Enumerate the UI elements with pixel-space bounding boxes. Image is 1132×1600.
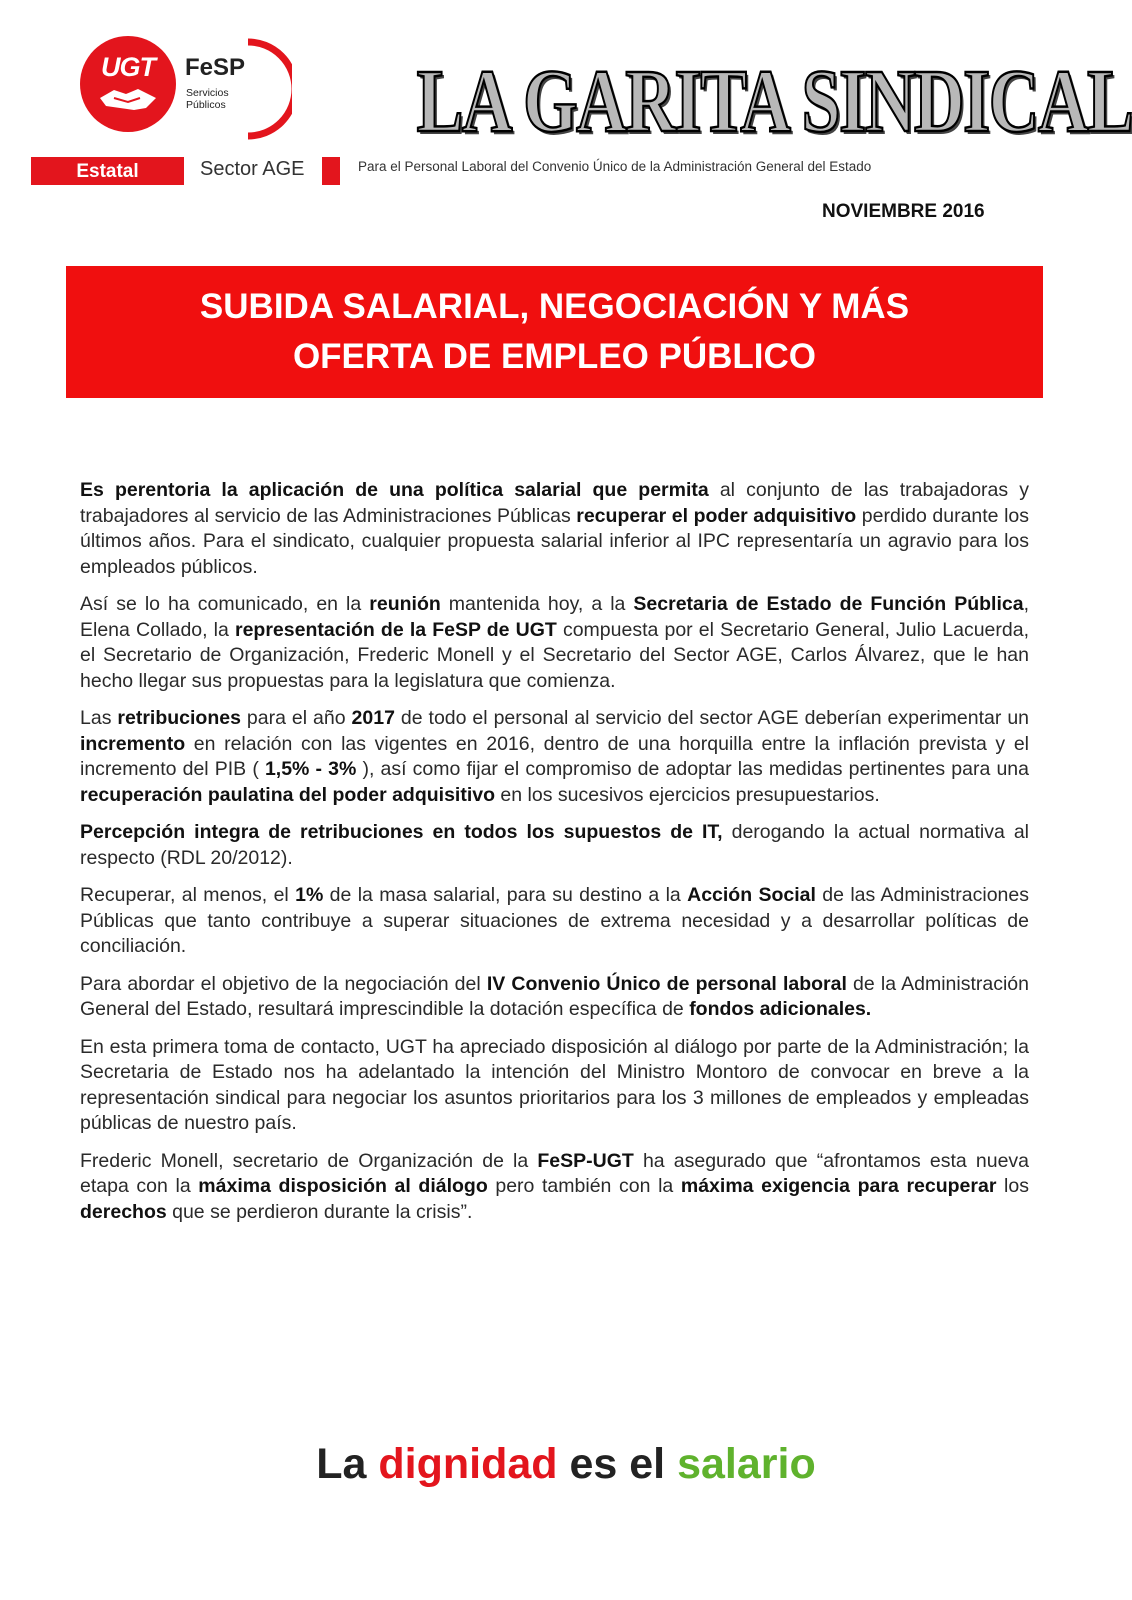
text-run: en los sucesivos ejercicios presupuestarios. [495,783,880,806]
bold-text-run: máxima disposición al diálogo [198,1175,488,1197]
bold-text-run: representación de la FeSP de UGT [235,618,557,641]
article-paragraph [80,478,1029,580]
bold-text-run: recuperar el poder adquisitivo [576,504,857,527]
article-paragraph [80,883,1029,960]
masthead-subtitle: Para el Personal Laboral del Convenio Único de la Administración General del Estado [358,159,872,174]
article-body [80,478,1029,1237]
text-run: ha asegurado que “afrontamos esta nueva etapa con la [80,1149,1030,1197]
text-run: al conjunto de las trabajadoras y trabajadores al servicio de las Administraciones Públicas [80,479,1029,527]
bold-text-run: FeSP-UGT [537,1149,634,1172]
headline-banner [66,266,1043,398]
text-run: mantenida hoy, a la [440,593,634,615]
bold-text-run: 2017 [351,707,395,729]
bold-text-run: 1,5% - 3% [264,758,357,780]
text-run: pero también con la [487,1175,681,1197]
text-run: Las [80,707,118,729]
text-run: ), así como fijar el compromiso de adoptar las medidas pertinentes para una [356,758,1029,780]
fesp-logo-subtitle [186,87,229,111]
issue-date: NOVIEMBRE 2016 [822,201,985,222]
article-paragraph [80,706,1029,808]
article-paragraph [80,1035,1029,1137]
article-paragraph [80,1149,1029,1226]
handshake-icon [98,84,158,114]
text-run: que se perdieron durante la crisis”. [166,1200,473,1223]
bold-text-run: máxima exigencia para recuperar [680,1175,997,1197]
sector-bar-decoration [322,157,340,185]
bold-text-run: retribuciones [117,707,241,729]
bold-text-run: IV Convenio Único de personal laboral [486,972,847,995]
fesp-logo-title: FeSP [185,54,246,81]
slogan-word-2: dignidad [378,1440,558,1488]
text-run: perdido durante los últimos años. Para el sindicato, cualquier propuesta salarial inferior al IPC representaría un agravio para los empleados públicos. [80,504,1029,578]
text-run: los [996,1175,1029,1197]
ugt-logo-text: UGT [101,52,155,82]
text-run: Para abordar el objetivo de la negociación del [80,972,487,995]
bold-text-run: derechos [80,1200,167,1223]
fesp-sub-line2: Públicos [186,99,226,111]
sector-label: Sector AGE [200,158,305,180]
text-run: derogando la actual normativa al respecto (RDL 20/2012). [80,821,1029,869]
text-run: Recuperar, al menos, el [80,884,296,906]
bold-text-run: Acción Social [687,884,816,906]
text-run: En esta primera toma de contacto, UGT ha apreciado disposición al diálogo por parte de la Administración; la Secretaria de Estado nos ha adelantado la intención del Ministro Montoro de convocar en breve a la representación sindical para negociar los asuntos prioritarios para los 3 millones de empleados y empleadas públicas de nuestro país. [80,1035,1029,1134]
text-run: para el año [240,707,352,729]
text-run: de la Administración General del Estado, resultará imprescindible la dotación específica de [80,972,1029,1020]
text-run: Frederic Monell, secretario de Organización de la [80,1149,538,1172]
text-run: compuesta por el Secretario General, Julio Lacuerda, el Secretario de Organización, Frederic Monell y el Secretario del Sector AGE, Carlos Álvarez, que le han hecho llegar sus propuestas para la legislatura que comienza. [80,618,1030,692]
text-run: en relación con las vigentes en 2016, dentro de una horquilla entre la inflación prevista y el incremento del PIB ( [80,732,1029,780]
text-run: de la masa salarial, para su destino a la [323,884,688,906]
article-paragraph [80,820,1029,871]
bold-text-run: 1% [295,884,324,906]
bold-text-run: reunión [369,593,441,615]
text-run: de todo el personal al servicio del sector AGE deberían experimentar un [394,707,1030,729]
text-run: , Elena Collado, la [80,593,1029,641]
footer-slogan [0,1440,1132,1489]
bold-text-run: fondos adicionales. [689,998,872,1020]
masthead-title: LA GARITA SINDICAL [416,52,1132,151]
headline-line-1: SUBIDA SALARIAL, NEGOCIACIÓN Y MÁS [199,287,910,326]
slogan-word-4: salario [677,1440,816,1488]
bold-text-run: Percepción integra de retribuciones en todos los supuestos de IT, [80,821,723,843]
slogan-word-3: es el [557,1440,678,1488]
text-run: de las Administraciones Públicas que tanto contribuye a superar situaciones de extrema necesidad y a desarrollar políticas de conciliación. [80,884,1030,957]
fesp-sub-line1: Servicios [186,87,229,99]
ugt-fesp-logo [80,36,310,146]
article-paragraph [80,972,1029,1023]
bold-text-run: Es perentoria la aplicación de una política salarial que permita [80,479,709,501]
bold-text-run: recuperación paulatina del poder adquisitivo [80,783,496,806]
estatal-label: Estatal [31,157,184,185]
slogan-word-1: La [316,1440,379,1488]
text-run: Así se lo ha comunicado, en la [80,593,370,615]
fesp-arc-icon [242,36,292,146]
headline-line-2: OFERTA DE EMPLEO PÚBLICO [292,337,817,376]
bold-text-run: incremento [80,732,186,755]
article-paragraph [80,592,1029,694]
bold-text-run: Secretaria de Estado de Función Pública [633,593,1024,615]
